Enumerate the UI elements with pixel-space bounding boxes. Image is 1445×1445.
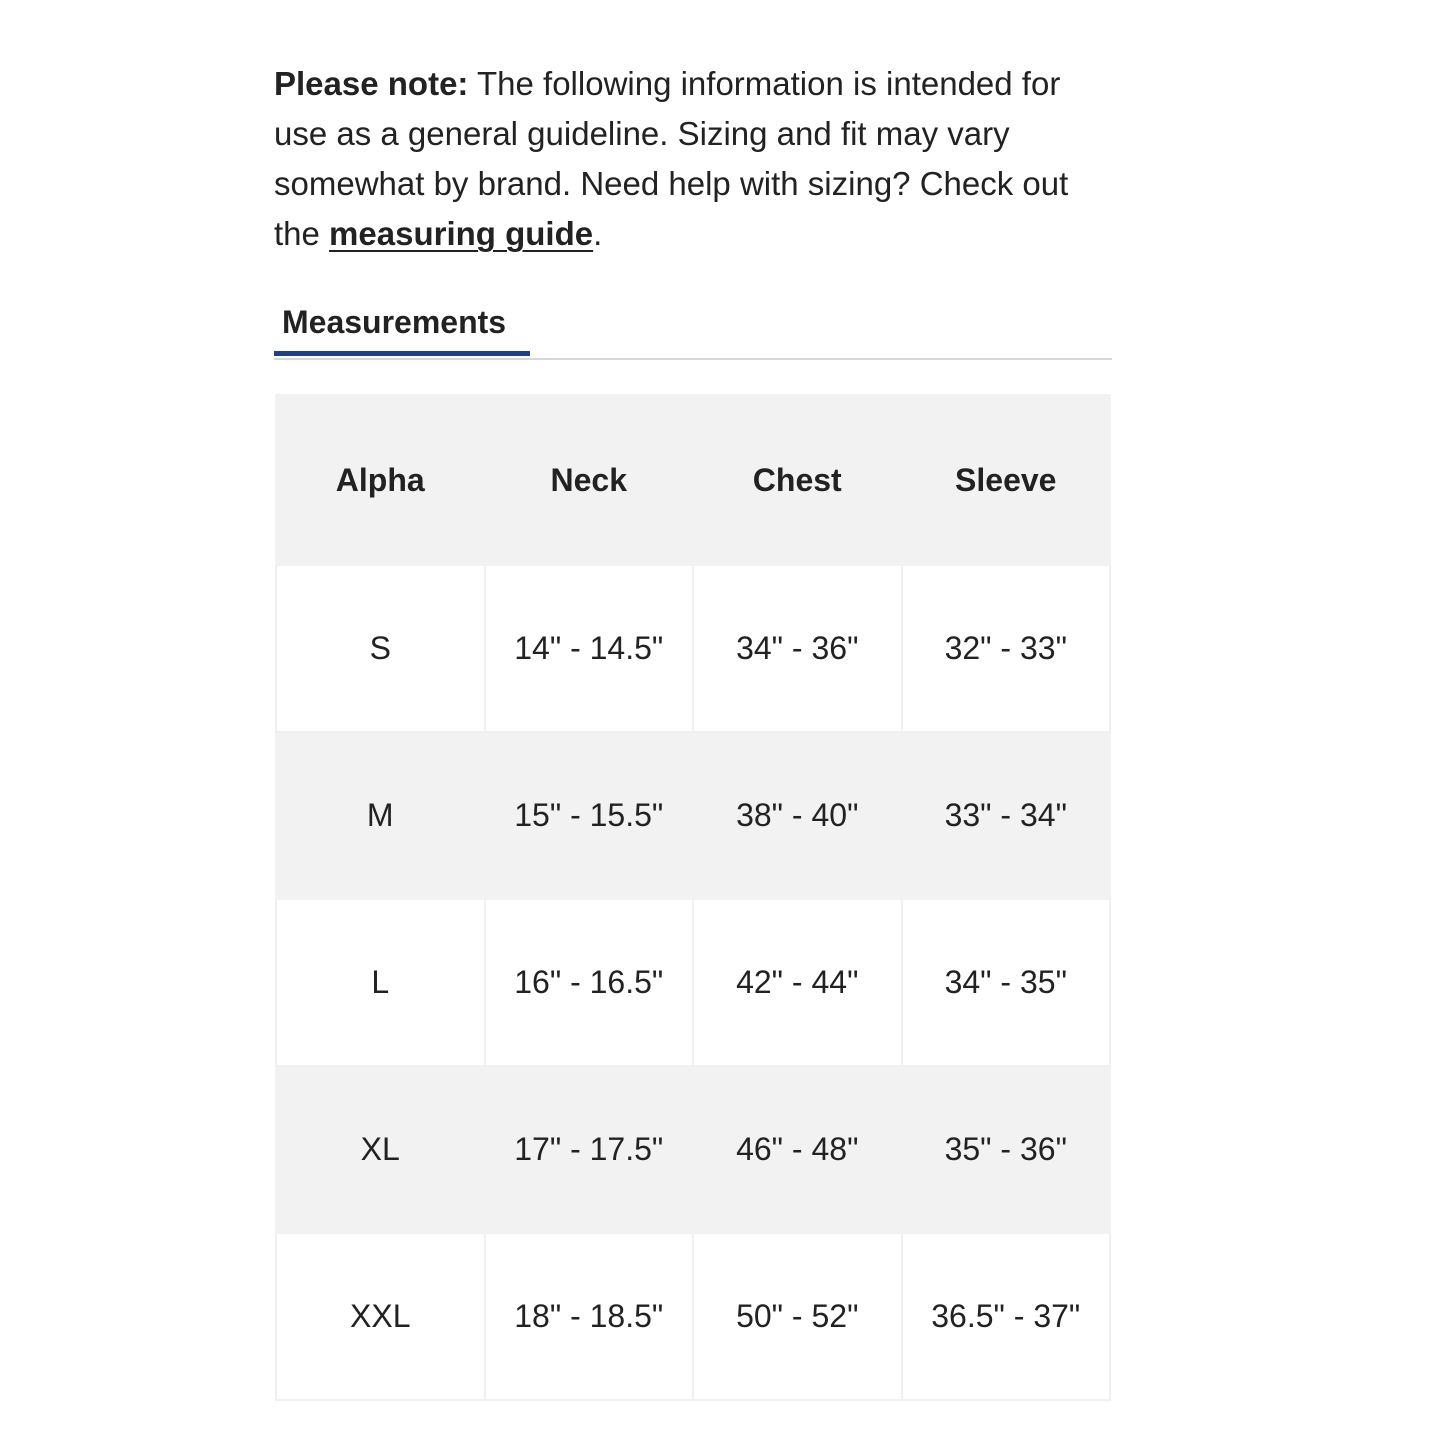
cell-neck: 18" - 18.5" <box>485 1233 694 1400</box>
header-neck: Neck <box>485 395 694 565</box>
table-row <box>276 1233 1110 1400</box>
cell-alpha: S <box>276 565 485 732</box>
cell-chest: 38" - 40" <box>693 732 902 899</box>
cell-chest: 50" - 52" <box>693 1233 902 1400</box>
cell-alpha: XL <box>276 1066 485 1233</box>
cell-neck: 14" - 14.5" <box>485 565 694 732</box>
tab-bar <box>274 300 1112 360</box>
note-body: The following information is intended for use as a general guideline. Sizing and fit may vary somewhat by brand. Need help with sizing? Check out the <box>274 65 1069 252</box>
cell-chest: 34" - 36" <box>693 565 902 732</box>
table-row <box>276 1066 1110 1233</box>
size-chart-table <box>275 394 1111 1401</box>
cell-sleeve: 35" - 36" <box>902 1066 1111 1233</box>
header-alpha: Alpha <box>276 395 485 565</box>
cell-chest: 46" - 48" <box>693 1066 902 1233</box>
table-row <box>276 899 1110 1066</box>
measuring-guide-link[interactable]: measuring guide <box>329 215 594 252</box>
cell-neck: 16" - 16.5" <box>485 899 694 1066</box>
table-row <box>276 565 1110 732</box>
header-chest: Chest <box>693 395 902 565</box>
cell-neck: 15" - 15.5" <box>485 732 694 899</box>
cell-chest: 42" - 44" <box>693 899 902 1066</box>
header-sleeve: Sleeve <box>902 395 1111 565</box>
cell-sleeve: 34" - 35" <box>902 899 1111 1066</box>
cell-alpha: M <box>276 732 485 899</box>
note-lead: Please note: <box>274 65 469 102</box>
cell-neck: 17" - 17.5" <box>485 1066 694 1233</box>
table-header-row <box>276 395 1110 565</box>
sizing-note <box>274 59 1114 259</box>
cell-sleeve: 33" - 34" <box>902 732 1111 899</box>
cell-sleeve: 36.5" - 37" <box>902 1233 1111 1400</box>
cell-alpha: XXL <box>276 1233 485 1400</box>
cell-alpha: L <box>276 899 485 1066</box>
cell-sleeve: 32" - 33" <box>902 565 1111 732</box>
table-row <box>276 732 1110 899</box>
note-tail: . <box>593 215 603 252</box>
tab-measurements[interactable]: Measurements <box>274 300 530 356</box>
